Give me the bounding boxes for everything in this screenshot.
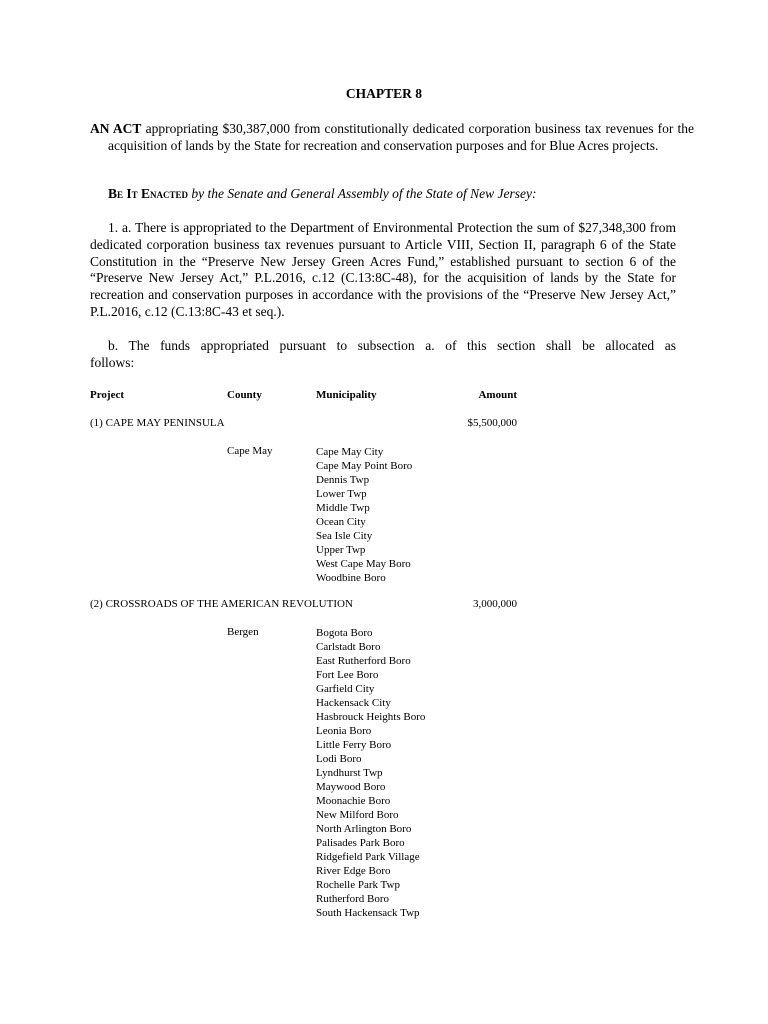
municipality-item: Lodi Boro: [316, 753, 362, 765]
municipality-item: Lyndhurst Twp: [316, 767, 383, 779]
municipality-item: Cape May City: [316, 446, 384, 458]
project-name: (2) CROSSROADS OF THE AMERICAN REVOLUTION: [90, 598, 353, 610]
municipality-item: Dennis Twp: [316, 474, 370, 486]
project-amount: 3,000,000: [473, 598, 517, 610]
chapter-title: CHAPTER 8: [345, 86, 423, 101]
amount-column-header: Amount: [478, 389, 517, 401]
table-header: [0, 389, 768, 405]
section-1a-paragraph: 1. a. There is appropriated to the Department of Environmental Protection the sum of $27,348,300 from dedicated corporation business tax revenues pursuant to Article VIII, Section II, paragraph 6 of the State Constitution in the “Preserve New Jersey Green Acres Fund,” established pursuant to section 6 of the “Preserve New Jersey Act,” P.L.2016, c.12 (C.13:8C-48), for the acquisition of lands by the State for recreation and conservation purposes in accordance with the provisions of the “Preserve New Jersey Act,” P.L.2016, c.12 (C.13:8C-43 et seq.).: [90, 220, 676, 319]
municipality-item: Fort Lee Boro: [316, 669, 379, 681]
municipality-item: Maywood Boro: [316, 781, 386, 793]
municipality-column-header: Municipality: [316, 389, 377, 401]
municipality-item: New Milford Boro: [316, 809, 399, 821]
municipality-item: Ridgefield Park Village: [316, 851, 420, 863]
municipality-item: North Arlington Boro: [316, 823, 412, 835]
municipality-item: Upper Twp: [316, 544, 366, 556]
project-amount: $5,500,000: [467, 417, 517, 429]
act-title-paragraph: [90, 121, 694, 155]
enacted-lead: Be It Enacted: [108, 186, 189, 201]
municipality-item: Carlstadt Boro: [316, 641, 381, 653]
municipality-item: Palisades Park Boro: [316, 837, 405, 849]
section-1b-line2: follows:: [90, 355, 135, 370]
municipality-list: [316, 626, 425, 920]
county-name: Bergen: [227, 626, 259, 638]
municipality-item: Sea Isle City: [316, 530, 373, 542]
municipality-item: Hackensack City: [316, 697, 391, 709]
enacted-text: by the Senate and General Assembly of the State of New Jersey:: [188, 186, 537, 201]
project-column-header: Project: [90, 389, 124, 401]
municipality-item: Rochelle Park Twp: [316, 879, 400, 891]
section-1b-line1: b. The funds appropriated pursuant to subsection a. of this section shall be allocated as: [108, 338, 676, 353]
municipality-item: Woodbine Boro: [316, 572, 386, 584]
municipality-item: East Rutherford Boro: [316, 655, 411, 667]
municipality-item: Hasbrouck Heights Boro: [316, 711, 426, 723]
project-row: [0, 417, 768, 431]
project-row: [0, 598, 768, 612]
municipality-item: Little Ferry Boro: [316, 739, 392, 751]
municipality-item: River Edge Boro: [316, 865, 391, 877]
municipality-list: [316, 445, 412, 585]
municipality-item: Moonachie Boro: [316, 795, 391, 807]
municipality-item: Bogota Boro: [316, 627, 373, 639]
municipality-item: Leonia Boro: [316, 725, 372, 737]
municipality-item: Lower Twp: [316, 488, 367, 500]
county-column-header: County: [227, 389, 262, 401]
act-text: appropriating $30,387,000 from constitutionally dedicated corporation business tax revenues for the acquisition of lands by the State for recreation and conservation purposes and for Blue Acres projects.: [108, 121, 694, 153]
project-name: (1) CAPE MAY PENINSULA: [90, 417, 225, 429]
municipality-item: West Cape May Boro: [316, 558, 411, 570]
enacting-clause: [90, 186, 676, 203]
municipality-item: Cape May Point Boro: [316, 460, 413, 472]
municipality-item: Garfield City: [316, 683, 375, 695]
act-lead: AN ACT: [90, 121, 142, 136]
municipality-item: Ocean City: [316, 516, 366, 528]
municipality-item: Rutherford Boro: [316, 893, 390, 905]
municipality-item: South Hackensack Twp: [316, 907, 420, 919]
county-name: Cape May: [227, 445, 273, 457]
municipality-item: Middle Twp: [316, 502, 370, 514]
